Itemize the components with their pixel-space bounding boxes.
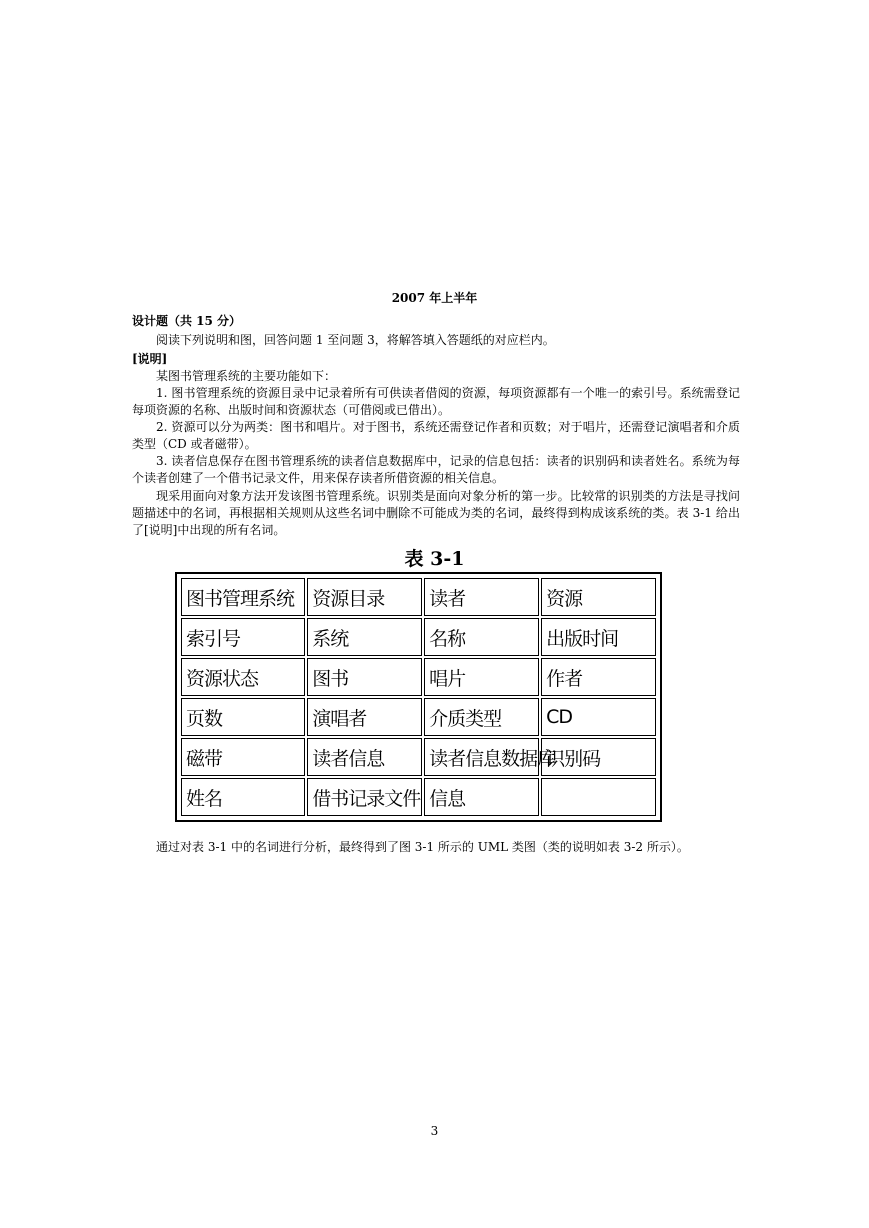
table-cell: 资源状态 bbox=[181, 658, 305, 696]
paragraph-1: 1. 图书管理系统的资源目录中记录着所有可供读者借阅的资源，每项资源都有一个唯一的索引号。系统需登记每项资源的名称、出版时间和资源状态（可借阅或已借出）。 bbox=[132, 386, 740, 417]
instruction-text: 阅读下列说明和图，回答问题 1 至问题 3，将解答填入答题纸的对应栏内。 bbox=[156, 333, 555, 347]
page-number: 3 bbox=[430, 1124, 439, 1138]
table-cell: 系统 bbox=[307, 618, 422, 656]
paragraph-4: 现采用面向对象方法开发该图书管理系统。识别类是面向对象分析的第一步。比较常的识别类的方法是寻找问题描述中的名词，再根据相关规则从这些名词中删除不可能成为类的名词，最终得到构成该系统的类。表 3-1 给出了[说明]中出现的所有名词。 bbox=[132, 489, 740, 537]
page-title: 2007 年上半年 bbox=[391, 291, 478, 305]
table-row bbox=[181, 778, 656, 816]
table-cell: 资源目录 bbox=[307, 578, 422, 616]
table-cell: 图书管理系统 bbox=[181, 578, 305, 616]
table-cell: 演唱者 bbox=[307, 698, 422, 736]
table-cell: 识别码 bbox=[541, 738, 656, 776]
table-cell bbox=[541, 778, 656, 816]
paragraph-3: 3. 读者信息保存在图书管理系统的读者信息数据库中，记录的信息包括：读者的识别码和读者姓名。系统为每个读者创建了一个借书记录文件，用来保存读者所借资源的相关信息。 bbox=[132, 454, 740, 485]
table-cell: 读者信息 bbox=[307, 738, 422, 776]
table-cell: 图书 bbox=[307, 658, 422, 696]
table-row bbox=[181, 618, 656, 656]
table-row bbox=[181, 658, 656, 696]
description-label: [说明] bbox=[132, 352, 168, 366]
noun-table bbox=[175, 572, 662, 822]
table-cell: CD bbox=[541, 698, 656, 736]
table-cell: 索引号 bbox=[181, 618, 305, 656]
table-cell: 唱片 bbox=[424, 658, 539, 696]
table-cell: 名称 bbox=[424, 618, 539, 656]
table-cell: 磁带 bbox=[181, 738, 305, 776]
table-caption: 表 3-1 bbox=[404, 548, 465, 570]
table-row bbox=[181, 578, 656, 616]
table-cell: 页数 bbox=[181, 698, 305, 736]
section-heading: 设计题（共 15 分） bbox=[132, 314, 242, 328]
intro-paragraph: 某图书管理系统的主要功能如下： bbox=[156, 369, 337, 383]
noun-table-grid bbox=[179, 576, 658, 818]
table-cell: 读者信息数据库 bbox=[424, 738, 539, 776]
table-cell: 介质类型 bbox=[424, 698, 539, 736]
after-table-paragraph: 通过对表 3-1 中的名词进行分析，最终得到了图 3-1 所示的 UML 类图（类的说明如表 3-2 所示）。 bbox=[156, 840, 689, 854]
table-cell: 姓名 bbox=[181, 778, 305, 816]
table-cell: 资源 bbox=[541, 578, 656, 616]
table-cell: 信息 bbox=[424, 778, 539, 816]
table-row bbox=[181, 698, 656, 736]
table-cell: 读者 bbox=[424, 578, 539, 616]
table-row bbox=[181, 738, 656, 776]
table-cell: 借书记录文件 bbox=[307, 778, 422, 816]
table-cell: 作者 bbox=[541, 658, 656, 696]
table-cell: 出版时间 bbox=[541, 618, 656, 656]
paragraph-2: 2. 资源可以分为两类：图书和唱片。对于图书，系统还需登记作者和页数；对于唱片，还需登记演唱者和介质类型（CD 或者磁带）。 bbox=[132, 420, 740, 451]
